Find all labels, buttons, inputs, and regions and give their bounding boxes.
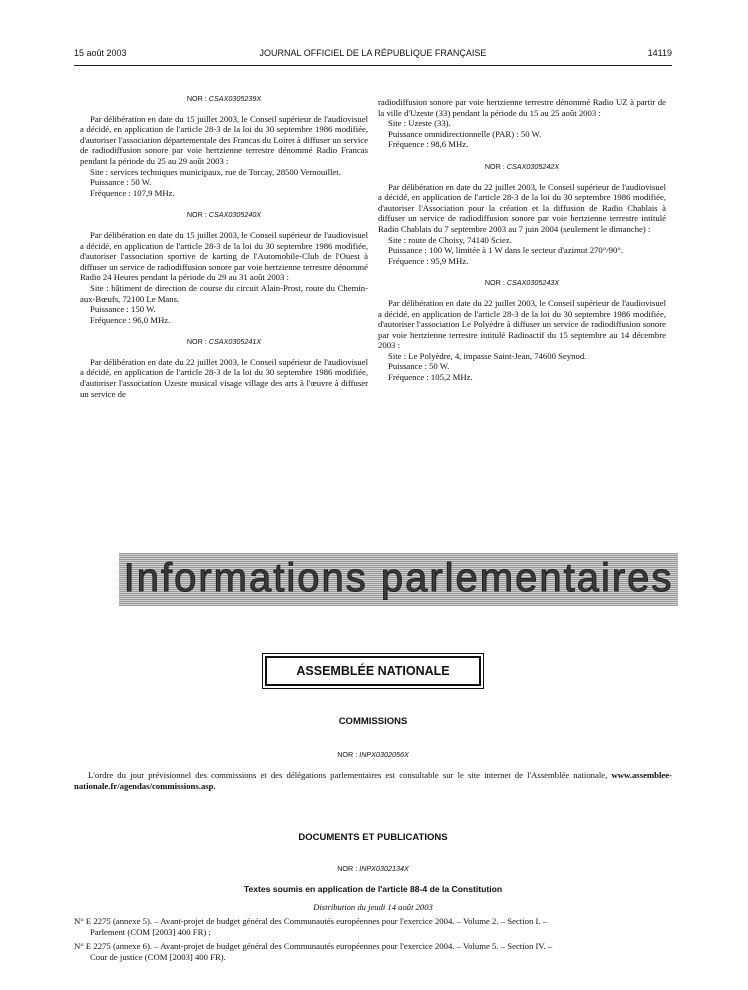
- nor-reference: NOR : CSAX0305240X: [186, 210, 262, 220]
- documents-heading: DOCUMENTS ET PUBLICATIONS: [298, 832, 448, 843]
- nor-code: CSAX0305243X: [506, 278, 560, 288]
- nor-reference: NOR : INPX0302134X: [337, 864, 409, 873]
- notice-site: Site : Uzeste (33).: [388, 118, 451, 129]
- notice-body: Par délibération en date du 15 juillet 2003, le Conseil supérieur de l'audiovisuel a décidé, en application de l'article 28-3 de la loi du 30 septembre 1986 modifiée, d'autoriser l'association départementale des Francas du Loiret à diffuser un service de radiodiffusion sonore par voie hertzienne terrestre dénommé Radio Francas pendant la période du 25 au 29 août 2003 :: [80, 113, 368, 166]
- nor-code: CSAX0305242X: [506, 161, 560, 171]
- notice-power: Puissance : 50 W.: [90, 177, 152, 188]
- journal-title: JOURNAL OFFICIEL DE LA RÉPUBLIQUE FRANÇAISE: [259, 48, 487, 58]
- nor-reference: NOR : CSAX0305243X: [484, 278, 560, 288]
- list-item: N° E 2275 (annexe 6). – Avant-projet de budget général des Communautés européennes pour l'exercice 2004. – Volume 5. – Section IV. – Cour de justice (COM [2003] 400 FR).: [74, 941, 553, 962]
- nor-reference: NOR : CSAX0305239X: [186, 94, 262, 103]
- distribution-date: Distribution du jeudi 14 août 2003: [313, 902, 433, 912]
- section-banner-title: Informations parlementaires: [123, 556, 674, 600]
- commissions-body: L'ordre du jour prévisionnel des commissions et des délégations parlementaires est consultable sur le site internet de l'Assemblée nationale, www.assemblee-nationale.fr/agendas/commissions.asp.: [74, 770, 673, 791]
- notice-power: Puissance omnidirectionnelle (PAR) : 50 W.: [388, 128, 542, 139]
- notice-site: Site : services techniques municipaux, rue de Torcay, 28500 Vernouillet.: [90, 166, 341, 177]
- right-column: [378, 97, 666, 383]
- notice-site: Site : Le Polyèdre, 4, impasse Saint-Jean, 74600 Seynod.: [388, 350, 587, 361]
- notice-frequency: Fréquence : 105,2 MHz.: [388, 372, 473, 383]
- notice-body: Par délibération en date du 22 juillet 2003, le Conseil supérieur de l'audiovisuel a décidé, en application de l'article 28-3 de la loi du 30 septembre 1986 modifiée, d'autoriser l'Association pour la création et la diffusion de Radio Chablais à diffuser un service de radiodiffusion sonore par voie hertzienne terrestre intitulé Radio Chablais du 7 septembre 2003 au 7 juin 2004 (seulement le dimanche) :: [378, 181, 666, 234]
- nor-reference: NOR : CSAX0305241X: [186, 337, 262, 347]
- commissions-link[interactable]: www.assemblee-nationale.fr/agendas/commissions.asp.: [74, 770, 673, 791]
- notice-frequency: Fréquence : 98,6 MHz.: [388, 139, 469, 150]
- notice-body: Par délibération en date du 22 juillet 2003, le Conseil supérieur de l'audiovisuel a décidé, en application de l'article 28-3 de la loi du 30 septembre 1986 modifiée, d'autoriser l'association Le Polyèdre à diffuser un service de radiodiffusion sonore par voie hertzienne terrestre intitulé Radioactif du 15 septembre au 14 décembre 2003 :: [378, 297, 666, 351]
- commissions-heading: COMMISSIONS: [338, 716, 408, 727]
- list-item: N° E 2275 (annexe 5). – Avant-projet de budget général des Communautés européennes pour l'exercice 2004. – Volume 2. – Section I. – Parlement (COM [2003] 400 FR) ;: [74, 916, 548, 937]
- nor-reference: NOR : CSAX0305242X: [484, 161, 560, 171]
- nor-code: INPX0302134X: [359, 864, 409, 873]
- nor-code: CSAX0305240X: [208, 210, 262, 220]
- notice-power: Puissance : 50 W.: [388, 361, 450, 372]
- header-date: 15 août 2003: [74, 48, 127, 58]
- notice-body: Par délibération en date du 15 juillet 2003, le Conseil supérieur de l'audiovisuel a décidé, en application de l'article 28-3 de la loi du 30 septembre 1986 modifiée, d'autoriser l'association sportive de karting de l'Automobile-Club de l'Ouest à diffuser un service de radiodiffusion sonore par voie hertzienne terrestre dénommé Radio 24 Heures pendant la période du 29 au 31 août 2003 :: [80, 229, 368, 283]
- nor-reference: NOR : INPX0302056X: [337, 750, 409, 759]
- notice-frequency: Fréquence : 96,0 MHz.: [90, 314, 171, 325]
- documents-subheading: Textes soumis en application de l'article 88-4 de la Constitution: [243, 884, 503, 894]
- nor-code: CSAX0305241X: [208, 337, 262, 347]
- notice-site: Site : bâtiment de direction de course du circuit Alain-Prost, route du Chemin-aux-Bœufs, 72100 Le Mans.: [80, 282, 368, 304]
- notice-continuation: radiodiffusion sonore par voie hertzienne terrestre dénommé Radio UZ à partir de la ville d'Uzeste (33) pendant la période du 15 au 25 août 2003 :: [378, 97, 666, 118]
- nor-code: CSAX0305239X: [208, 94, 262, 103]
- notice-frequency: Fréquence : 95,9 MHz.: [388, 255, 469, 266]
- page-header: [74, 48, 672, 62]
- nor-code: INPX0302056X: [359, 750, 409, 759]
- assembly-title-box: ASSEMBLÉE NATIONALE: [265, 656, 481, 686]
- notice-power: Puissance : 150 W.: [90, 304, 156, 315]
- notice-site: Site : route de Choisy, 74140 Sciez.: [388, 234, 512, 245]
- notice-frequency: Fréquence : 107,9 MHz.: [90, 187, 175, 198]
- left-column: [80, 94, 368, 399]
- page-number: 14119: [647, 48, 672, 58]
- header-rule: [74, 65, 672, 66]
- notice-body: Par délibération en date du 22 juillet 2003, le Conseil supérieur de l'audiovisuel a décidé, en application de l'article 28-3 de la loi du 30 septembre 1986 modifiée, d'autoriser l'association Uzeste musical visage village des arts à l'œuvre à diffuser un service de: [80, 356, 368, 399]
- notice-power: Puissance : 100 W, limitée à 1 W dans le secteur d'azimut 270°/90°.: [388, 245, 623, 256]
